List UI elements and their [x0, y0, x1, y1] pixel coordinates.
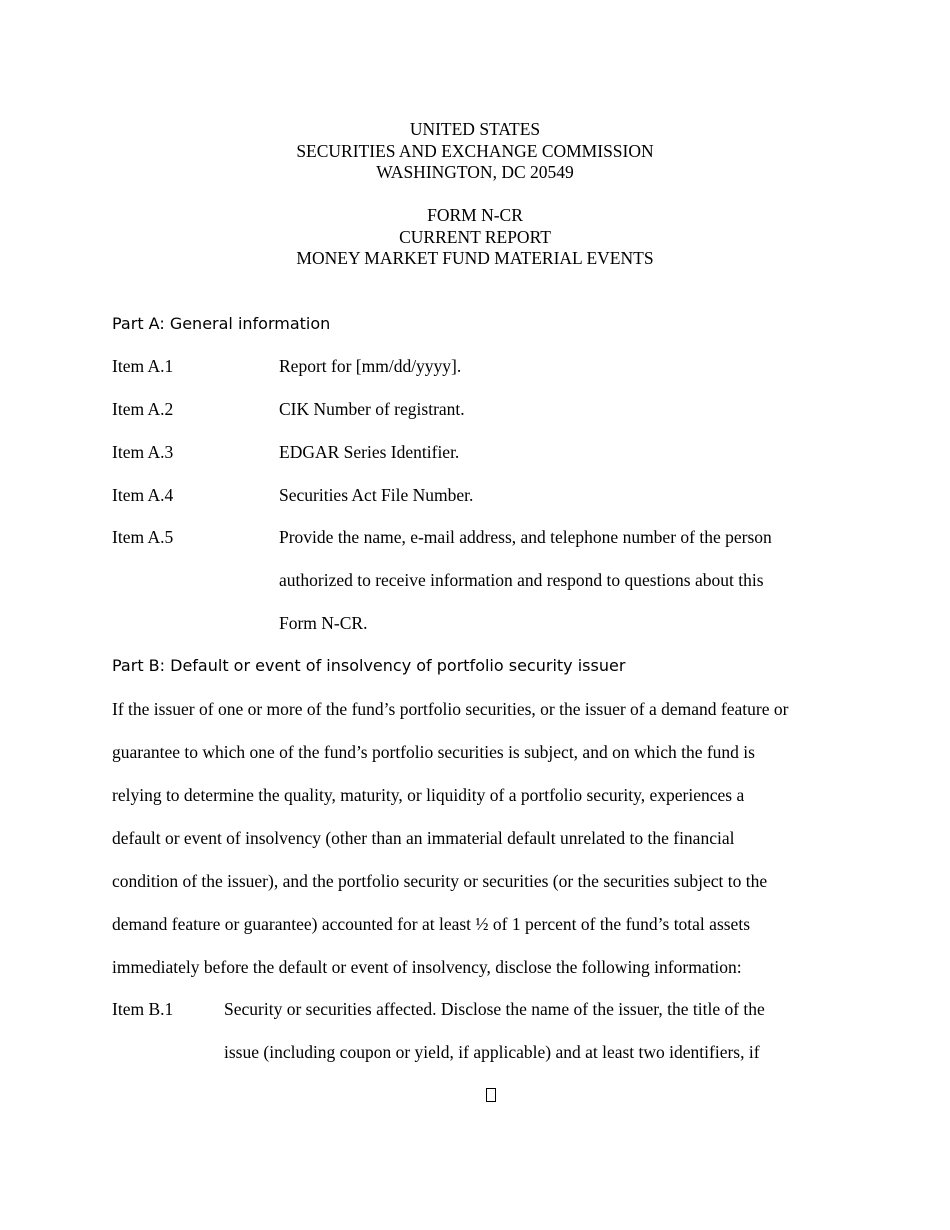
- part-b-paragraph-line: default or event of insolvency (other than an immaterial default unrelated to the financial: [112, 828, 735, 848]
- part-b-paragraph-line: relying to determine the quality, maturity, or liquidity of a portfolio security, experiences a: [112, 785, 745, 805]
- agency-line-address: WASHINGTON, DC 20549: [376, 162, 574, 182]
- item-b1-line: Security or securities affected. Disclose the name of the issuer, the title of the: [224, 999, 765, 1019]
- agency-line-country: UNITED STATES: [409, 119, 541, 139]
- item-a3-label: Item A.3: [112, 442, 174, 462]
- agency-header: [0, 119, 950, 184]
- page-number-placeholder-icon: [486, 1088, 496, 1102]
- item-a1-label: Item A.1: [112, 356, 174, 376]
- item-a5-line: Provide the name, e-mail address, and telephone number of the person: [279, 527, 772, 547]
- item-a2-text: CIK Number of registrant.: [279, 399, 465, 419]
- part-b-heading: Part B: Default or event of insolvency of portfolio security issuer: [112, 656, 626, 675]
- part-b-paragraph-line: guarantee to which one of the fund’s portfolio securities is subject, and on which the fund is: [112, 742, 755, 762]
- part-b-paragraph-line: immediately before the default or event of insolvency, disclose the following information:: [112, 957, 742, 977]
- agency-line-commission: SECURITIES AND EXCHANGE COMMISSION: [296, 140, 654, 161]
- item-a4-label: Item A.4: [112, 485, 174, 505]
- item-b1-line: issue (including coupon or yield, if applicable) and at least two identifiers, if: [224, 1042, 760, 1062]
- item-a2-label: Item A.2: [112, 399, 174, 419]
- item-a4-text: Securities Act File Number.: [279, 485, 474, 505]
- item-a5-label: Item A.5: [112, 527, 174, 547]
- item-a5-line: authorized to receive information and respond to questions about this: [279, 570, 764, 590]
- item-a3-text: EDGAR Series Identifier.: [279, 442, 460, 462]
- item-b1-label: Item B.1: [112, 999, 174, 1019]
- form-header: [0, 205, 950, 270]
- part-b-paragraph-line: condition of the issuer), and the portfolio security or securities (or the securities subject to the: [112, 871, 768, 891]
- form-description: MONEY MARKET FUND MATERIAL EVENTS: [296, 248, 654, 268]
- item-a5-line: Form N-CR.: [279, 613, 368, 633]
- part-a-heading: Part A: General information: [112, 314, 331, 333]
- form-subtitle: CURRENT REPORT: [399, 226, 551, 247]
- item-a1-text: Report for [mm/dd/yyyy].: [279, 356, 462, 376]
- part-b-paragraph-line: If the issuer of one or more of the fund’s portfolio securities, or the issuer of a demand feature or: [112, 699, 789, 719]
- form-title: FORM N-CR: [427, 205, 523, 225]
- part-b-paragraph-line: demand feature or guarantee) accounted for at least ½ of 1 percent of the fund’s total assets: [112, 914, 750, 934]
